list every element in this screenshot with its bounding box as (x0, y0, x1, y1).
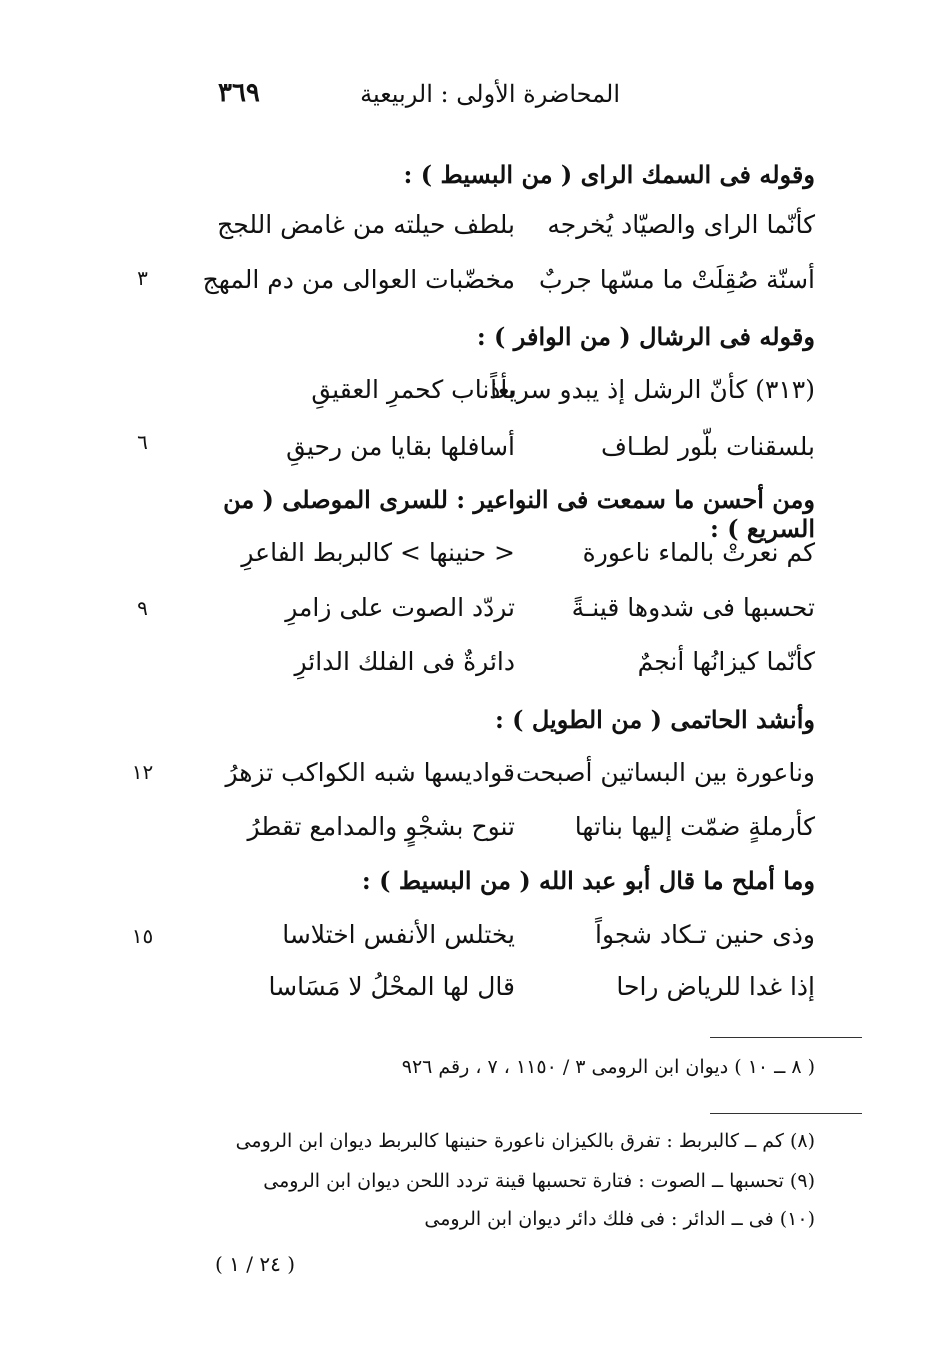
section-intro: وأنشد الحاتمى ( من الطويل ) : (494, 705, 815, 734)
verse-hemistich-first: كأنّما الراى والصيّاد يُخرجه (547, 210, 815, 239)
line-number: ١٢ (131, 760, 154, 784)
verse-hemistich-second: بأذناب كحمرِ العقيقِ (311, 375, 515, 404)
verse-hemistich-second: تنوح بشجْوٍ والمدامع تقطرُ (247, 812, 515, 841)
verse-hemistich-second: قال لها المحْلُ لا مَسَاسا (268, 972, 515, 1001)
verse-hemistich-second: تردّد الصوت على زامرِ (285, 593, 515, 622)
line-number: ٣ (137, 266, 148, 290)
verse-hemistich-first: كأنّما كيزانُها أنجمٌ (637, 647, 815, 676)
source-rule (710, 1037, 862, 1038)
section-intro: وقوله فى الرشال ( من الوافر ) : (476, 322, 815, 351)
line-number: ٩ (137, 596, 148, 620)
section-intro: ومن أحسن ما سمعت فى النواعير : للسرى الموصلى ( من السريع ) : (223, 485, 815, 543)
verse-hemistich-second: يختلس الأنفس اختلاسا (282, 920, 515, 949)
verse-hemistich-first: كأرملةٍ ضمّت إليها بناتها (574, 812, 815, 841)
section-intro: وما أملح ما قال أبو عبد الله ( من البسيط ) : (361, 866, 815, 895)
source-note: ( ٨ ــ ١٠ ) ديوان ابن الرومى ٣ / ١١٥٠ ، ٧ ، رقم ٩٢٦ (401, 1056, 815, 1078)
footnote: (١٠) فى ــ الدائر : فى فلك دائر ديوان ابن الرومى (424, 1208, 815, 1230)
verse-hemistich-first: (٣١٣) كأنّ الرشل إذ يبدو سريعاً (490, 375, 815, 404)
verse-hemistich-second: أسافلها بقايا من رحيقِ (286, 432, 515, 461)
verse-hemistich-first: كم نعرتْ بالماء ناعورة (582, 538, 815, 567)
signature-mark: ( ٢٤ / ١ ) (215, 1252, 296, 1276)
verse-hemistich-second: مخضّبات العوالى من دم المهج (202, 265, 515, 294)
verse-hemistich-second: قواديسها شبه الكواكب تزهرُ (225, 758, 515, 787)
line-number: ١٥ (131, 924, 154, 948)
verse-hemistich-second: دائرةٌ فى الفلك الدائرِ (294, 647, 515, 676)
verse-hemistich-first: تحسبها فى شدوها قينـةً (571, 593, 815, 622)
verse-hemistich-first: وذى حنين تـكاد شجواً (595, 920, 815, 949)
footnote: (٨) كم ــ كالبربط : تفرق بالكيزان ناعورة حنينها كالبربط ديوان ابن الرومى (235, 1130, 815, 1152)
verse-hemistich-first: أسنّة صُقِلَتْ ما مسّها جربٌ (539, 265, 815, 294)
verse-hemistich-first: وناعورة بين البساتين أصبحت (516, 758, 815, 787)
verse-hemistich-second: < حنينها > كالبربط الفاعرِ (241, 538, 515, 567)
line-number: ٦ (137, 430, 148, 454)
verse-hemistich-first: بلسقنات بلّور لطـاف (601, 432, 815, 461)
verse-hemistich-second: بلطف حيلته من غامض اللجج (217, 210, 515, 239)
footnote: (٩) تحسبها ــ الصوت : فتارة تحسبها قينة تردد اللحن ديوان ابن الرومى (263, 1170, 815, 1192)
section-intro: وقوله فى السمك الراى ( من البسيط ) : (403, 160, 815, 189)
footnote-rule (710, 1113, 862, 1114)
page-number: ٣٦٩ (218, 78, 260, 108)
running-header: المحاضرة الأولى : الربيعية (360, 80, 620, 108)
verse-hemistich-first: إذا غدا للرياض راحا (616, 972, 815, 1001)
